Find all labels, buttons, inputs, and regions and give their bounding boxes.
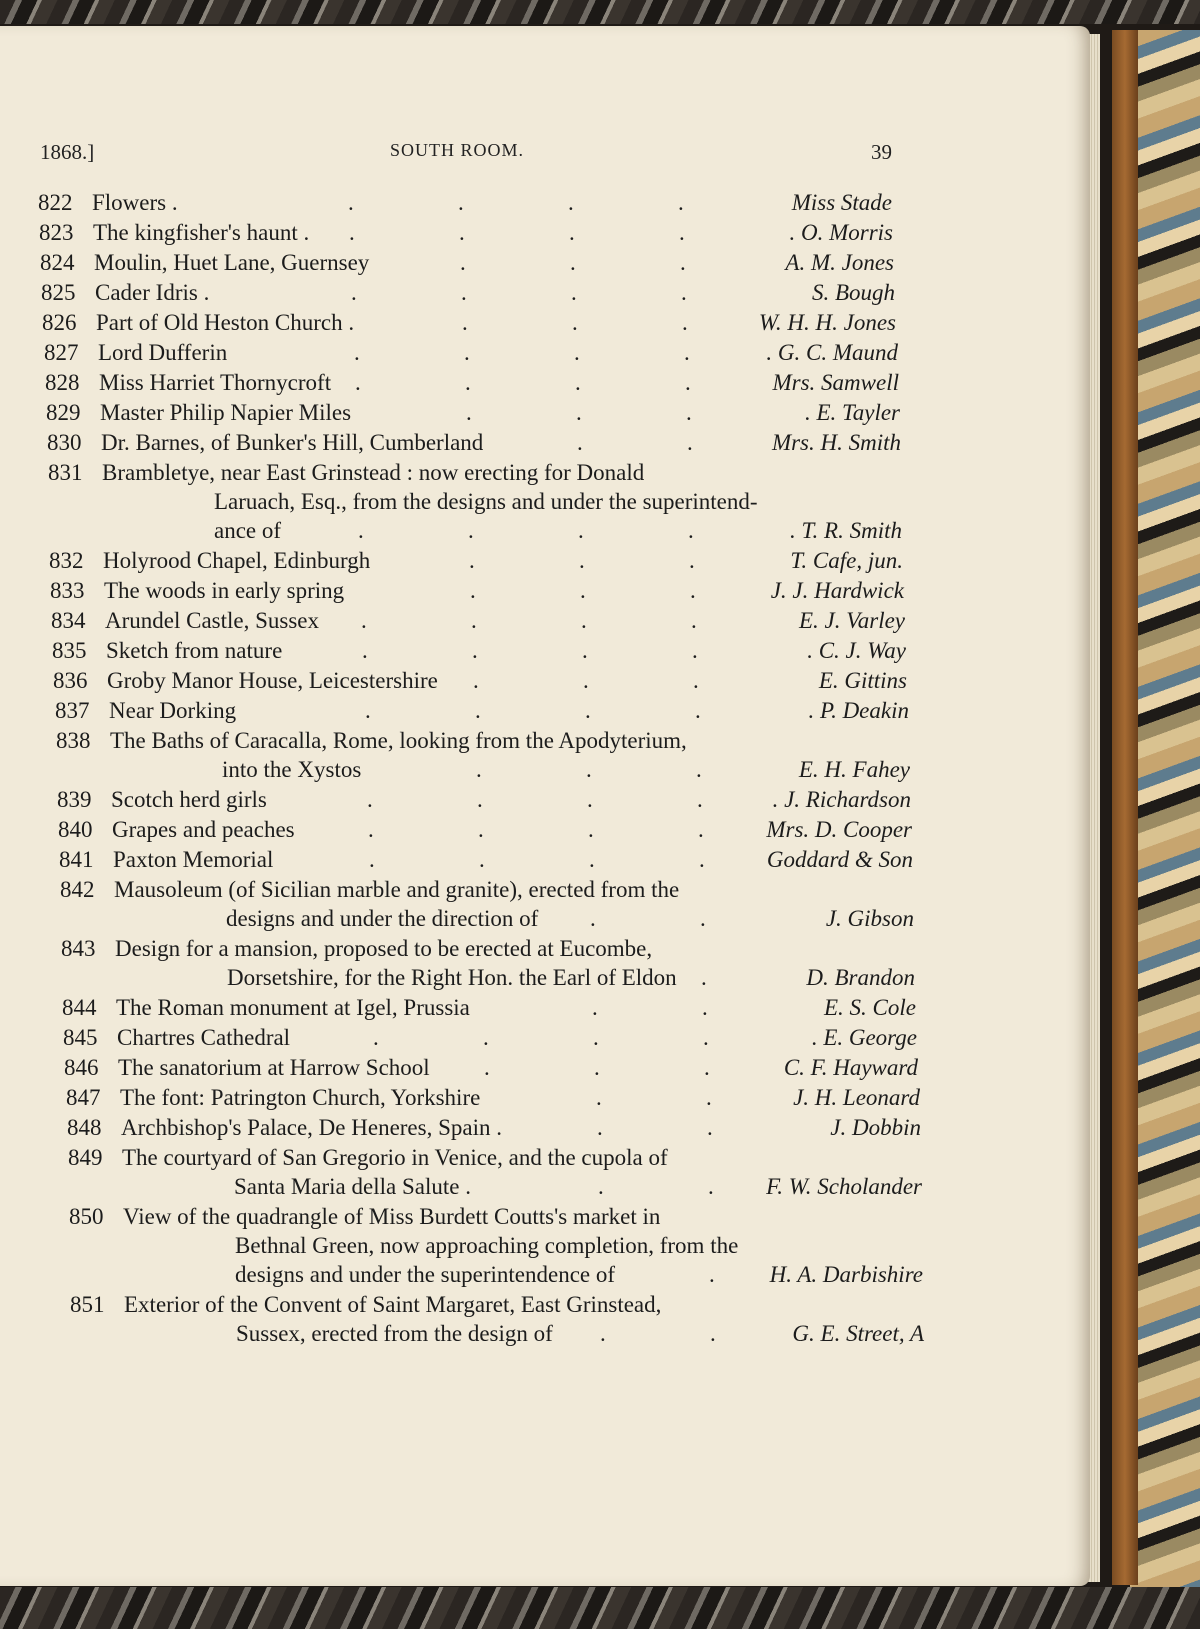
entry-title: Dorsetshire, for the Right Hon. the Earl of Eldon (227, 965, 677, 990)
leader-dot: . (682, 310, 688, 335)
catalogue-entry (46, 398, 908, 427)
entry-number: 824 (40, 250, 75, 275)
entry-number: 844 (62, 995, 97, 1020)
leader-dot: . (693, 668, 699, 693)
entry-artist: J. Gibson (825, 906, 914, 931)
entry-title: Mausoleum (of Sicilian marble and granite), erected from the (114, 877, 680, 902)
entry-title: Design for a mansion, proposed to be erected at Eucombe, (115, 936, 653, 961)
marbled-endpaper-right (1130, 30, 1200, 1590)
leader-dot: . (583, 668, 589, 693)
leader-dot: . (575, 370, 581, 395)
catalogue-entry (51, 606, 908, 635)
entry-line (68, 1143, 908, 1172)
leader-dot: . (478, 817, 484, 842)
leader-dot: . (476, 757, 482, 782)
entry-line (55, 696, 908, 725)
entry-number: 843 (61, 936, 96, 961)
leader-dot: . (698, 817, 704, 842)
leader-dot: . (569, 220, 575, 245)
leader-dot: . (703, 1025, 709, 1050)
entry-line (59, 845, 913, 874)
entry-line (70, 1290, 908, 1319)
entry-title: Sussex, erected from the design of (236, 1321, 553, 1346)
leader-dot: . (594, 1055, 600, 1080)
leader-dot: . (590, 906, 596, 931)
entry-line (51, 606, 908, 635)
catalogue-entry (50, 576, 908, 605)
entry-line (48, 516, 908, 545)
entry-number: 822 (38, 190, 73, 215)
catalogue-entry (38, 188, 908, 217)
leader-dot: . (690, 578, 696, 603)
entry-number: 849 (68, 1145, 103, 1170)
leader-dot: . (588, 817, 594, 842)
entry-title: Santa Maria della Salute . (234, 1174, 471, 1199)
leader-dot: . (365, 698, 371, 723)
leader-dot: . (596, 1085, 602, 1110)
entry-artist: . E. Tayler (805, 400, 900, 425)
leader-dot: . (466, 400, 472, 425)
leader-dot: . (348, 190, 354, 215)
leader-dot: . (700, 906, 706, 931)
entry-line (60, 904, 914, 933)
leader-dot: . (582, 638, 588, 663)
entry-title: The kingfisher's haunt . (93, 220, 310, 245)
catalogue-entries (38, 188, 924, 1349)
leader-dot: . (679, 220, 685, 245)
entry-line (63, 1023, 917, 1052)
entry-artist: Goddard & Son (766, 847, 913, 872)
entry-line (60, 875, 908, 904)
catalogue-entry (48, 458, 908, 545)
leader-dot: . (483, 1025, 489, 1050)
entry-line (58, 815, 912, 844)
entry-title: Arundel Castle, Sussex (105, 608, 320, 633)
entry-artist: E. H. Fahey (798, 757, 910, 782)
leader-dot: . (469, 548, 475, 573)
leader-dot: . (598, 1174, 604, 1199)
entry-title: designs and under the superintendence of (235, 1262, 616, 1287)
entry-number: 832 (49, 548, 84, 573)
marbled-endpaper-top (0, 0, 1200, 24)
entry-line (67, 1113, 921, 1142)
leader-dot: . (687, 430, 693, 455)
entry-number: 835 (52, 638, 87, 663)
entry-number: 848 (67, 1115, 102, 1140)
entry-line (39, 218, 908, 247)
catalogue-entry (64, 1053, 918, 1082)
entry-line (56, 726, 908, 755)
leader-dot: . (707, 1115, 713, 1140)
entry-title: The font: Patrington Church, Yorkshire (120, 1085, 481, 1110)
entry-line (38, 188, 908, 217)
leader-dot: . (576, 400, 582, 425)
leader-dot: . (699, 847, 705, 872)
entry-artist: E. Gittins (818, 668, 907, 693)
entry-line (62, 993, 916, 1022)
header-room: SOUTH ROOM. (390, 140, 525, 160)
entry-line (50, 576, 908, 605)
entry-line (69, 1202, 908, 1231)
entry-line (52, 636, 908, 665)
entry-number: 851 (70, 1292, 105, 1317)
entry-title: Sketch from nature (106, 638, 283, 663)
entry-title: Laruach, Esq., from the designs and under the superintend- (214, 489, 758, 514)
entry-artist: Miss Stade (791, 190, 892, 215)
entry-title: Part of Old Heston Church . (96, 310, 355, 335)
entry-number: 842 (60, 877, 95, 902)
entry-line (40, 248, 908, 277)
entry-title: Flowers . (92, 190, 178, 215)
leader-dot: . (587, 787, 593, 812)
entry-title: Near Dorking (109, 698, 237, 723)
catalogue-entry (66, 1083, 920, 1112)
entry-artist: S. Bough (811, 280, 895, 305)
leader-dot: . (579, 548, 585, 573)
entry-title: Paxton Memorial (113, 847, 274, 872)
leader-dot: . (586, 757, 592, 782)
entry-number: 837 (55, 698, 90, 723)
entry-title: View of the quadrangle of Miss Burdett Coutts's market in (123, 1204, 661, 1229)
leader-dot: . (484, 1055, 490, 1080)
catalogue-entry (57, 785, 911, 814)
entry-title: Lord Dufferin (98, 340, 228, 365)
leader-dot: . (368, 817, 374, 842)
entry-artist: E. J. Varley (798, 608, 905, 633)
entry-line (69, 1260, 923, 1289)
entry-title: ance of (214, 518, 282, 543)
leader-dot: . (593, 1025, 599, 1050)
leader-dot: . (578, 518, 584, 543)
leader-dot: . (686, 400, 692, 425)
leader-dot: . (680, 250, 686, 275)
leader-dot: . (475, 698, 481, 723)
entry-number: 826 (42, 310, 77, 335)
entry-line (61, 934, 908, 963)
entry-number: 825 (41, 280, 76, 305)
entry-title: The Roman monument at Igel, Prussia (116, 995, 470, 1020)
leader-dot: . (688, 518, 694, 543)
entry-line (66, 1083, 920, 1112)
leader-dot: . (351, 280, 357, 305)
entry-line (69, 1231, 908, 1260)
entry-title: Master Philip Napier Miles (100, 400, 352, 425)
leader-dot: . (460, 250, 466, 275)
leader-dot: . (362, 638, 368, 663)
leader-dot: . (462, 310, 468, 335)
leader-dot: . (570, 250, 576, 275)
catalogue-entry (52, 636, 908, 665)
entry-title: designs and under the direction of (226, 906, 539, 931)
catalogue-entry (67, 1113, 921, 1142)
entry-number: 836 (53, 668, 88, 693)
entry-line (46, 398, 908, 427)
entry-number: 839 (57, 787, 92, 812)
page-number: 39 (871, 140, 892, 164)
leader-dot: . (685, 370, 691, 395)
entry-artist: . T. R. Smith (789, 518, 902, 543)
entry-title: Bethnal Green, now approaching completion, from the (235, 1233, 739, 1258)
entry-title: The courtyard of San Gregorio in Venice, and the cupola of (122, 1145, 668, 1170)
leader-dot: . (684, 340, 690, 365)
entry-line (57, 785, 911, 814)
entry-title: Brambletye, near East Grinstead : now erecting for Donald (102, 460, 645, 485)
entry-artist: E. S. Cole (824, 995, 916, 1020)
entry-number: 845 (63, 1025, 98, 1050)
leader-dot: . (464, 340, 470, 365)
entry-artist: . O. Morris (789, 220, 893, 245)
entry-line (56, 755, 908, 784)
entry-line (53, 666, 908, 695)
leader-dot: . (592, 995, 598, 1020)
entry-number: 838 (56, 728, 91, 753)
entry-line (49, 546, 908, 575)
entry-number: 833 (50, 578, 85, 603)
leader-dot: . (468, 518, 474, 543)
entry-line (70, 1319, 924, 1348)
entry-line (47, 428, 908, 457)
leader-dot: . (349, 220, 355, 245)
leader-dot: . (465, 370, 471, 395)
catalogue-entry (41, 278, 908, 307)
catalogue-entry (59, 845, 913, 874)
catalogue-entry (69, 1202, 923, 1289)
header-year: 1868.] (40, 140, 95, 164)
leader-dot: . (706, 1085, 712, 1110)
entry-number: 850 (69, 1204, 104, 1229)
catalogue-entry (47, 428, 908, 457)
entry-number: 823 (39, 220, 74, 245)
entry-artist: D. Brandon (806, 965, 915, 990)
entry-number: 828 (45, 370, 80, 395)
leader-dot: . (568, 190, 574, 215)
entry-number: 827 (44, 340, 79, 365)
leader-dot: . (689, 548, 695, 573)
entry-artist: A. M. Jones (785, 250, 894, 275)
leader-dot: . (691, 608, 697, 633)
entry-artist: . G. C. Maund (766, 340, 898, 365)
catalogue-entry (42, 308, 908, 337)
leader-dot: . (580, 578, 586, 603)
leader-dot: . (479, 847, 485, 872)
entry-line (48, 458, 908, 487)
leader-dot: . (709, 1262, 715, 1287)
leader-dot: . (458, 190, 464, 215)
leader-dot: . (571, 280, 577, 305)
leader-dot: . (697, 787, 703, 812)
leader-dot: . (708, 1174, 714, 1199)
leader-dot: . (710, 1321, 716, 1346)
entry-artist: . P. Deakin (808, 698, 909, 723)
leader-dot: . (572, 310, 578, 335)
entry-title: Chartres Cathedral (117, 1025, 291, 1050)
leader-dot: . (678, 190, 684, 215)
leader-dot: . (373, 1025, 379, 1050)
catalogue-entry (60, 875, 914, 933)
leader-dot: . (681, 280, 687, 305)
leader-dot: . (701, 965, 707, 990)
entry-title: The Baths of Caracalla, Rome, looking from the Apodyterium, (110, 728, 687, 753)
leader-dot: . (589, 847, 595, 872)
leader-dot: . (361, 608, 367, 633)
entry-title: Archbishop's Palace, De Heneres, Spain . (121, 1115, 502, 1140)
catalogue-entry (55, 696, 908, 725)
entry-artist: Mrs. H. Smith (771, 430, 901, 455)
entry-artist: J. Dobbin (830, 1115, 921, 1140)
running-header (40, 140, 892, 170)
catalogue-entry (44, 338, 908, 367)
entry-title: The sanatorium at Harrow School (118, 1055, 430, 1080)
catalogue-entry (56, 726, 908, 784)
leader-dot: . (597, 1115, 603, 1140)
entry-number: 829 (46, 400, 81, 425)
catalogue-entry (63, 1023, 917, 1052)
leader-dot: . (695, 698, 701, 723)
catalogue-entry (68, 1143, 922, 1201)
entry-line (48, 487, 908, 516)
entry-artist: G. E. Street, A (792, 1321, 924, 1346)
entry-line (61, 963, 915, 992)
leader-dot: . (459, 220, 465, 245)
entry-number: 841 (59, 847, 94, 872)
leader-dot: . (696, 757, 702, 782)
catalogue-entry (53, 666, 908, 695)
catalogue-entry (45, 368, 908, 397)
entry-artist: H. A. Darbishire (769, 1262, 923, 1287)
entry-title: into the Xystos (222, 757, 362, 782)
entry-number: 831 (48, 460, 83, 485)
leader-dot: . (600, 1321, 606, 1346)
catalogue-entry (70, 1290, 924, 1348)
leader-dot: . (702, 995, 708, 1020)
leather-binding-edge (1112, 30, 1138, 1585)
entry-artist: T. Cafe, jun. (790, 548, 903, 573)
catalogue-entry (40, 248, 908, 277)
leader-dot: . (354, 340, 360, 365)
leader-dot: . (471, 608, 477, 633)
entry-artist: J. J. Hardwick (770, 578, 904, 603)
entry-title: Miss Harriet Thornycroft (99, 370, 332, 395)
entry-title: Dr. Barnes, of Bunker's Hill, Cumberland (101, 430, 484, 455)
entry-title: Moulin, Huet Lane, Guernsey (94, 250, 370, 275)
entry-line (64, 1053, 918, 1082)
entry-title: Cader Idris . (95, 280, 210, 305)
entry-title: Scotch herd girls (111, 787, 267, 812)
marbled-endpaper-bottom (0, 1587, 1200, 1629)
leader-dot: . (581, 608, 587, 633)
entry-artist: . C. J. Way (807, 638, 906, 663)
entry-line (41, 278, 908, 307)
entry-number: 846 (64, 1055, 99, 1080)
entry-number: 830 (47, 430, 82, 455)
entry-artist: W. H. H. Jones (758, 310, 896, 335)
entry-artist: J. H. Leonard (793, 1085, 920, 1110)
entry-artist: . J. Richardson (772, 787, 911, 812)
entry-line (68, 1172, 922, 1201)
leader-dot: . (585, 698, 591, 723)
catalogue-entry (49, 546, 908, 575)
leader-dot: . (477, 787, 483, 812)
catalogue-entry (39, 218, 908, 247)
entry-artist: Mrs. D. Cooper (766, 817, 912, 842)
catalogue-entry (61, 934, 915, 992)
entry-title: Holyrood Chapel, Edinburgh (103, 548, 371, 573)
leader-dot: . (692, 638, 698, 663)
entry-line (45, 368, 908, 397)
leader-dot: . (472, 638, 478, 663)
entry-title: Exterior of the Convent of Saint Margaret, East Grinstead, (124, 1292, 662, 1317)
leader-dot: . (704, 1055, 710, 1080)
entry-artist: F. W. Scholander (766, 1174, 922, 1199)
leader-dot: . (355, 370, 361, 395)
leader-dot: . (473, 668, 479, 693)
entry-artist: C. F. Hayward (783, 1055, 918, 1080)
leader-dot: . (367, 787, 373, 812)
leader-dot: . (470, 578, 476, 603)
leader-dot: . (369, 847, 375, 872)
entry-artist: Mrs. Samwell (772, 370, 899, 395)
leader-dot: . (358, 518, 364, 543)
entry-title: The woods in early spring (104, 578, 345, 603)
leader-dot: . (577, 430, 583, 455)
entry-line (42, 308, 908, 337)
entry-title: Groby Manor House, Leicestershire (107, 668, 438, 693)
entry-line (44, 338, 908, 367)
entry-number: 840 (58, 817, 93, 842)
entry-number: 847 (66, 1085, 101, 1110)
catalogue-entry (62, 993, 916, 1022)
entry-artist: . E. George (811, 1025, 917, 1050)
entry-title: Grapes and peaches (112, 817, 295, 842)
entry-number: 834 (51, 608, 86, 633)
leader-dot: . (461, 280, 467, 305)
leader-dot: . (574, 340, 580, 365)
catalogue-entry (58, 815, 912, 844)
